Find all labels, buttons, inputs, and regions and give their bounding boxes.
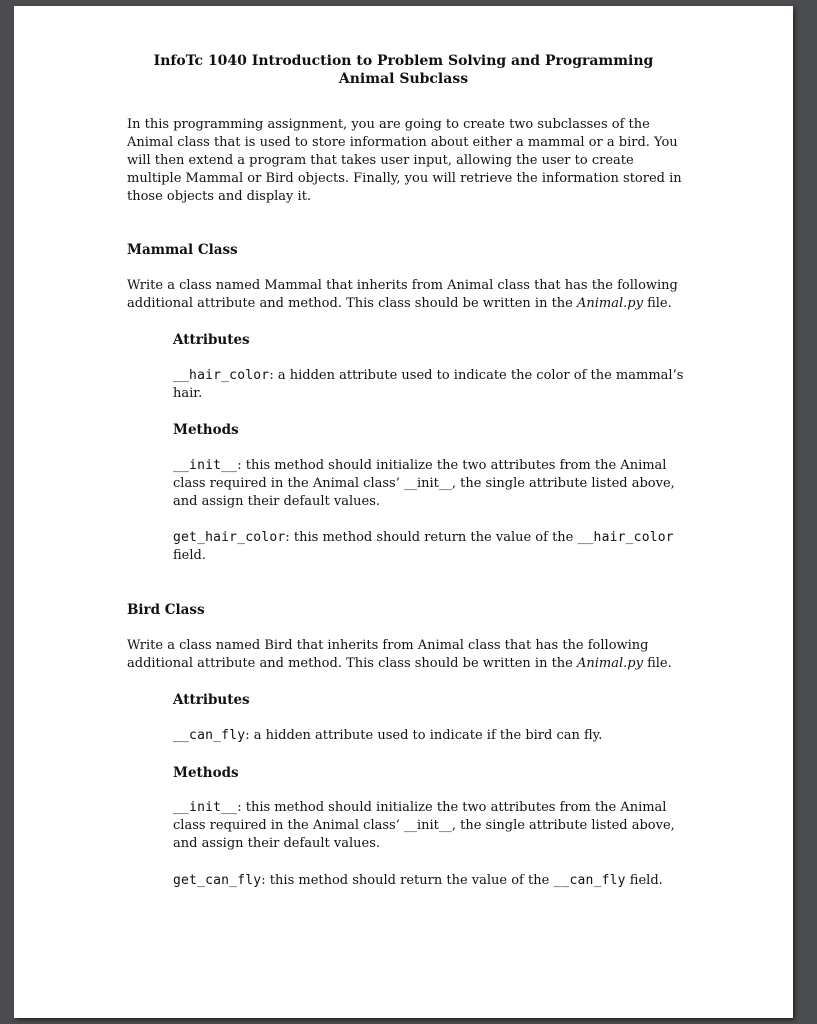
mammal-method-get-hair-color: get_hair_color: this method should return the value of the __hair_color field. [173, 530, 674, 563]
mammal-methods-heading: Methods [173, 422, 239, 438]
can-fly-field-code: __can_fly [553, 873, 626, 888]
get-hair-color-code: get_hair_color [173, 530, 286, 545]
bird-methods-heading: Methods [173, 765, 239, 781]
init-code: __init__ [173, 800, 238, 815]
bird-attribute-can-fly: __can_fly: a hidden attribute used to indicate if the bird can fly. [173, 728, 603, 743]
get-can-fly-code: get_can_fly [173, 873, 262, 888]
mammal-attributes-heading: Attributes [173, 332, 250, 348]
bird-description: Write a class named Bird that inherits from Animal class that has the following additional attribute and method. This class should be written in the Animal.py file. [127, 638, 672, 671]
intro-paragraph: In this programming assignment, you are going to create two subclasses of the Animal class that is used to store information about either a mammal or a bird. You will then extend a program that takes user input, allowing the user to create multiple Mammal or Bird objects. Finally, you will retrieve the information stored in those objects and display it. [127, 117, 682, 204]
bird-method-get-can-fly: get_can_fly: this method should return the value of the __can_fly field. [173, 873, 663, 888]
mammal-description: Write a class named Mammal that inherits from Animal class that has the following additional attribute and method. This class should be written in the Animal.py file. [127, 278, 678, 311]
bird-class-heading: Bird Class [127, 602, 205, 618]
document-title: InfoTc 1040 Introduction to Problem Solving and Programming [153, 53, 654, 69]
mammal-class-heading: Mammal Class [127, 242, 238, 258]
init-code: __init__ [173, 458, 238, 473]
mammal-file-name: Animal.py [577, 296, 643, 311]
can-fly-code: __can_fly [173, 728, 246, 743]
mammal-method-init: __init__: this method should initialize the two attributes from the Animal class required in the Animal class’ __init__, the single attribute listed above, and assign their default values. [173, 458, 675, 509]
mammal-attribute-hair-color: __hair_color: a hidden attribute used to indicate the color of the mammal’s hair. [173, 368, 684, 401]
bird-method-init: __init__: this method should initialize the two attributes from the Animal class required in the Animal class’ __init__, the single attribute listed above, and assign their default values. [173, 800, 675, 851]
document-page [14, 6, 793, 1018]
hair-color-code: __hair_color [173, 368, 270, 383]
document-subtitle: Animal Subclass [338, 71, 469, 87]
bird-file-name: Animal.py [577, 656, 643, 671]
bird-attributes-heading: Attributes [173, 692, 250, 708]
hair-color-field-code: __hair_color [577, 530, 674, 545]
